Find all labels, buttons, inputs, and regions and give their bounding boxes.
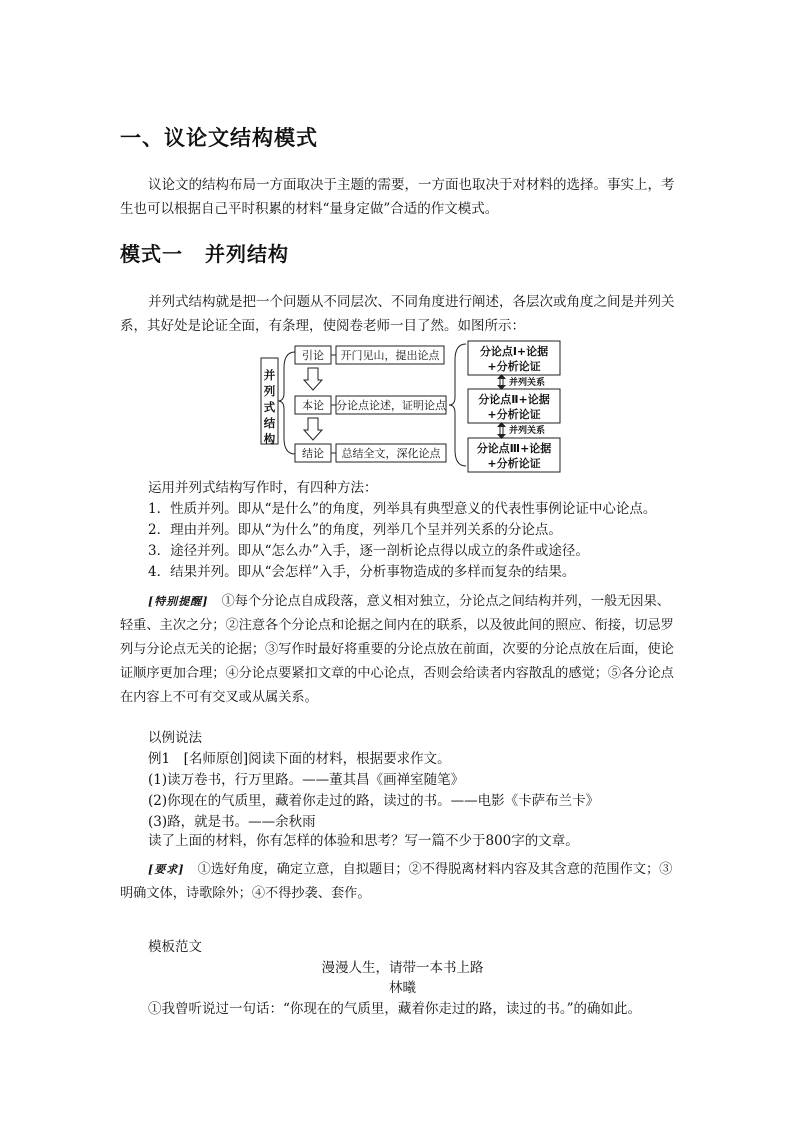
example-heading: 以例说法	[148, 730, 202, 746]
method-item: 3．途径并列。即从“怎么办”入手，逐一剖析论点得以成立的条件或途径。	[148, 543, 589, 559]
special-tips	[120, 590, 680, 710]
method-item: 1．性质并列。即从“是什么”的角度，列举具有典型意义的代表性事例论证中心论点。	[148, 501, 657, 517]
method-item: 2．理由并列。即从“为什么”的角度，列举几个呈并列关系的分论点。	[148, 522, 562, 538]
diagram-root-char-5: 构	[263, 432, 276, 446]
material-item: (3)路，就是书。——余秋雨	[148, 814, 316, 830]
methods-intro: 运用并列式结构写作时，有四种方法：	[148, 480, 378, 496]
stage-name-conclusion: 结论	[302, 447, 324, 460]
diagram-root-char-4: 结	[263, 416, 276, 430]
mode-title-prefix: 模式一	[120, 242, 183, 266]
stage-name-intro: 引论	[302, 349, 324, 362]
model-heading: 模板范文	[148, 939, 202, 955]
essay-first-line: ①我曾听说过一句话：“你现在的气质里，藏着你走过的路，读过的书。”的确如此。	[148, 1001, 642, 1017]
intro-paragraph: 议论文的结构布局一方面取决于主题的需要，一方面也取决于对材料的选择。事实上，考生也可以根据自己平时积累的材料“量身定做”合适的作文模式。	[120, 177, 675, 217]
example-question: 读了上面的材料，你有怎样的体验和思考？写一篇不少于800字的文章。	[148, 833, 579, 849]
material-item: (2)你现在的气质里，藏着你走过的路，读过的书。——电影《卡萨布兰卡》	[148, 793, 600, 809]
point-1-line-2: +分析论证	[487, 360, 541, 373]
essay-author: 林曦	[389, 980, 416, 996]
method-item: 4．结果并列。即从“会怎样”入手，分析事物造成的多样而复杂的结果。	[148, 564, 576, 580]
requirements	[120, 858, 680, 906]
point-3-line-1: 分论点Ⅲ+论据	[476, 442, 552, 455]
stage-name-body: 本论	[302, 399, 324, 412]
stage-desc-intro: 开门见山，提出论点	[340, 349, 440, 362]
material-item: (1)读万卷书，行万里路。——董其昌《画禅室随笔》	[148, 772, 465, 788]
relation-label-1: 并列关系	[509, 378, 546, 388]
mode-description: 并列式结构就是把一个问题从不同层次、不同角度进行阐述，各层次或角度之间是并列关系，其好处是论证全面，有条理，使阅卷老师一目了然。如图所示：	[120, 294, 675, 334]
point-3-line-2: +分析论证	[487, 457, 541, 470]
mode-title	[120, 238, 289, 267]
stage-desc-body: 分论点论述，证明论点	[336, 399, 446, 412]
example-intro: 例1 [名师原创]阅读下面的材料，根据要求作文。	[148, 751, 451, 767]
mode-title-name: 并列结构	[205, 242, 289, 266]
section-title: 一、议论文结构模式	[120, 126, 318, 150]
tips-text: ①每个分论点自成段落，意义相对独立，分论点之间结构并列，一般无因果、轻重、主次之分；②注意各个分论点和论据之间内在的联系，以及彼此间的照应、衔接，切忌罗列与分论点无关的论据；③写作时最好将重要的分论点放在前面，次要的分论点放在后面，使论证顺序更加合理；④分论点要紧扣文章的中心论点，否则会给读者内容散乱的感觉；⑤各分论点在内容上不可有交叉或从属关系。	[120, 594, 674, 705]
structure-diagram	[250, 338, 570, 474]
stage-desc-conclusion: 总结全文，深化论点	[341, 447, 441, 460]
essay-title: 漫漫人生，请带一本书上路	[321, 960, 484, 976]
point-1-line-1: 分论点Ⅰ+论据	[479, 345, 549, 358]
relation-label-2: 并列关系	[509, 426, 546, 436]
point-2-line-2: +分析论证	[487, 408, 541, 421]
requirements-label: [要求]	[148, 863, 185, 876]
diagram-root-char-1: 并	[263, 368, 276, 382]
point-2-line-1: 分论点Ⅱ+论据	[478, 393, 550, 406]
diagram-root-char-2: 列	[263, 384, 276, 398]
tips-label: [特别提醒]	[148, 595, 209, 608]
requirements-text: ①选好角度，确定立意，自拟题目；②不得脱离材料内容及其含意的范围作文；③明确文体，诗歌除外；④不得抄袭、套作。	[120, 862, 673, 901]
diagram-root-char-3: 式	[263, 400, 276, 414]
